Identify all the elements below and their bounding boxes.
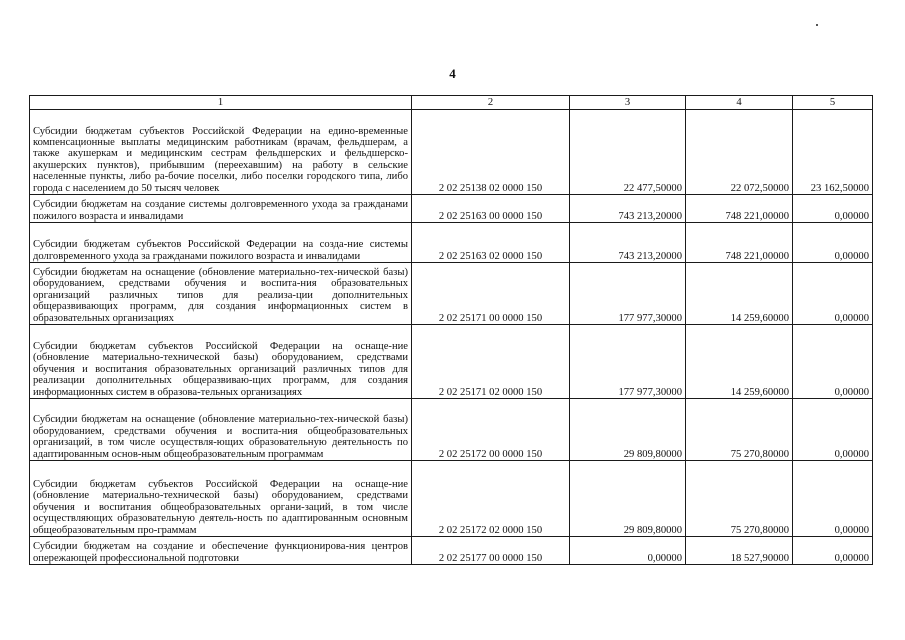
column-header-2: 2: [412, 96, 570, 110]
row-value-2019: 177 977,30000: [570, 325, 686, 399]
table-row: [30, 461, 873, 537]
row-budget-code: 2 02 25171 00 0000 150: [412, 263, 570, 325]
row-budget-code: 2 02 25172 00 0000 150: [412, 399, 570, 461]
table-row: [30, 223, 873, 263]
column-header-3: 3: [570, 96, 686, 110]
row-value-2021: 0,00000: [793, 537, 873, 565]
row-value-2019: 29 809,80000: [570, 399, 686, 461]
row-description: Субсидии бюджетам субъектов Российской Федерации на едино-временные компенсационные выплаты медицинским работникам (врачам, фельдшерам, а также акушеркам и медицинским сестрам фельдшерских и фельдшерско-акушерских пунктов), прибывшим (переехавшим) на работу в сельские населенные пункты, либо ра-бочие поселки, либо поселки городского типа, либо города с населением до 50 тысяч человек: [30, 110, 412, 195]
row-value-2020: 75 270,80000: [686, 461, 793, 537]
budget-table: [29, 95, 873, 565]
row-value-2020: 748 221,00000: [686, 223, 793, 263]
row-description: Субсидии бюджетам на оснащение (обновление материально-тех-нической базы) оборудованием, средствами обучения и воспита-ния образовательных организаций различных типов для реализа-ции дополнительных общеразвивающих программ, для создания информационных систем в образовательных организациях: [30, 263, 412, 325]
table-row: [30, 399, 873, 461]
row-description: Субсидии бюджетам субъектов Российской Федерации на созда-ние системы долговременного ухода за гражданами пожилого возраста и инвалидами: [30, 223, 412, 263]
row-description: Субсидии бюджетам на оснащение (обновление материально-тех-нической базы) оборудованием, средствами обучения и воспита-ния общеобразовательных организаций, в том числе осуществля-ющих образовательную деятельность по адаптированным основ-ным общеобразовательным программам: [30, 399, 412, 461]
row-value-2021: 0,00000: [793, 325, 873, 399]
row-value-2020: 18 527,90000: [686, 537, 793, 565]
table-row: [30, 325, 873, 399]
row-value-2020: 14 259,60000: [686, 325, 793, 399]
row-budget-code: 2 02 25163 00 0000 150: [412, 195, 570, 223]
row-value-2019: 743 213,20000: [570, 195, 686, 223]
row-value-2021: 0,00000: [793, 399, 873, 461]
column-header-4: 4: [686, 96, 793, 110]
row-budget-code: 2 02 25138 02 0000 150: [412, 110, 570, 195]
row-value-2021: 0,00000: [793, 263, 873, 325]
row-value-2021: 0,00000: [793, 223, 873, 263]
table-row: [30, 195, 873, 223]
row-value-2019: 743 213,20000: [570, 223, 686, 263]
table-row: [30, 537, 873, 565]
row-value-2020: 748 221,00000: [686, 195, 793, 223]
row-description: Субсидии бюджетам на создание и обеспечение функционирова-ния центров опережающей профессиональной подготовки: [30, 537, 412, 565]
row-description: Субсидии бюджетам субъектов Российской Федерации на оснаще-ние (обновление материально-технической базы) оборудованием, средствами обучения и воспитания общеобразовательных органи-заций, в том числе осуществляющих образовательную деятель-ность по адаптированным основным общеобразовательным про-граммам: [30, 461, 412, 537]
page-number: 4: [449, 66, 456, 81]
table-header-row: [30, 96, 873, 110]
row-budget-code: 2 02 25172 02 0000 150: [412, 461, 570, 537]
row-value-2020: 14 259,60000: [686, 263, 793, 325]
row-value-2020: 22 072,50000: [686, 110, 793, 195]
row-value-2021: 0,00000: [793, 461, 873, 537]
row-value-2019: 29 809,80000: [570, 461, 686, 537]
row-description: Субсидии бюджетам субъектов Российской Федерации на оснаще-ние (обновление материально-технической базы) оборудованием, средствами обучения и воспитания образовательных организаций различных типов для реализации дополнительных общеразвиваю-щих программ, для создания информационных систем в образова-тельных организациях: [30, 325, 412, 399]
row-value-2020: 75 270,80000: [686, 399, 793, 461]
table-row: [30, 110, 873, 195]
row-value-2019: 177 977,30000: [570, 263, 686, 325]
table-row: [30, 263, 873, 325]
row-value-2021: 0,00000: [793, 195, 873, 223]
column-header-1: 1: [30, 96, 412, 110]
row-value-2019: 22 477,50000: [570, 110, 686, 195]
row-value-2019: 0,00000: [570, 537, 686, 565]
row-budget-code: 2 02 25177 00 0000 150: [412, 537, 570, 565]
row-value-2021: 23 162,50000: [793, 110, 873, 195]
column-header-5: 5: [793, 96, 873, 110]
row-description: Субсидии бюджетам на создание системы долговременного ухода за гражданами пожилого возраста и инвалидами: [30, 195, 412, 223]
row-budget-code: 2 02 25171 02 0000 150: [412, 325, 570, 399]
row-budget-code: 2 02 25163 02 0000 150: [412, 223, 570, 263]
scan-speck: [816, 24, 818, 26]
